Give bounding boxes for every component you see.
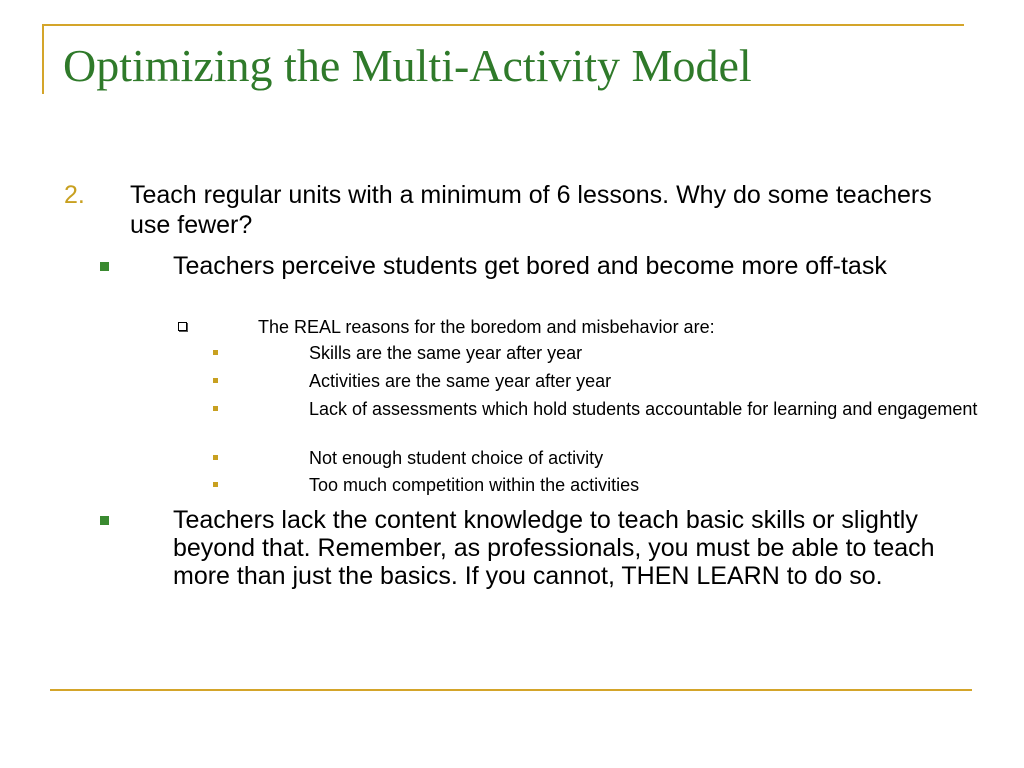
reason-item	[213, 343, 983, 364]
reason-item	[213, 399, 983, 420]
sub-bullet-text: The REAL reasons for the boredom and misbehavior are:	[258, 317, 715, 337]
small-bullet-icon	[213, 378, 218, 383]
square-bullet-icon	[100, 516, 109, 525]
bullet-text: Teachers lack the content knowledge to teach basic skills or slightly beyond that. Remember, as professionals, you must be able to teach more than just the basics. If you cannot, THEN LEARN to do so.	[173, 506, 935, 590]
reason-text: Skills are the same year after year	[309, 343, 583, 363]
reason-text: Activities are the same year after year	[309, 371, 612, 391]
item-number: 2.	[64, 181, 85, 209]
slide-frame-top	[42, 24, 964, 26]
numbered-item	[64, 180, 964, 240]
reason-text: Not enough student choice of activity	[309, 448, 604, 468]
item-text: Teach regular units with a minimum of 6 lessons. Why do some teachers use fewer?	[130, 181, 932, 239]
reason-item	[213, 371, 983, 392]
bullet-item	[100, 252, 980, 280]
reason-text: Lack of assessments which hold students accountable for learning and engagement	[309, 399, 978, 419]
bullet-text: Teachers perceive students get bored and become more off-task	[173, 252, 887, 280]
reason-item	[213, 448, 983, 469]
hollow-square-bullet-icon	[178, 322, 187, 331]
reason-text: Too much competition within the activities	[309, 475, 640, 495]
slide-title: Optimizing the Multi-Activity Model	[63, 40, 752, 91]
reason-item	[213, 475, 983, 496]
square-bullet-icon	[100, 262, 109, 271]
bullet-item	[100, 506, 980, 590]
sub-bullet-item	[178, 316, 978, 338]
small-bullet-icon	[213, 482, 218, 487]
small-bullet-icon	[213, 350, 218, 355]
slide-frame-bottom	[50, 689, 972, 691]
small-bullet-icon	[213, 455, 218, 460]
slide-frame-left	[42, 24, 44, 94]
small-bullet-icon	[213, 406, 218, 411]
